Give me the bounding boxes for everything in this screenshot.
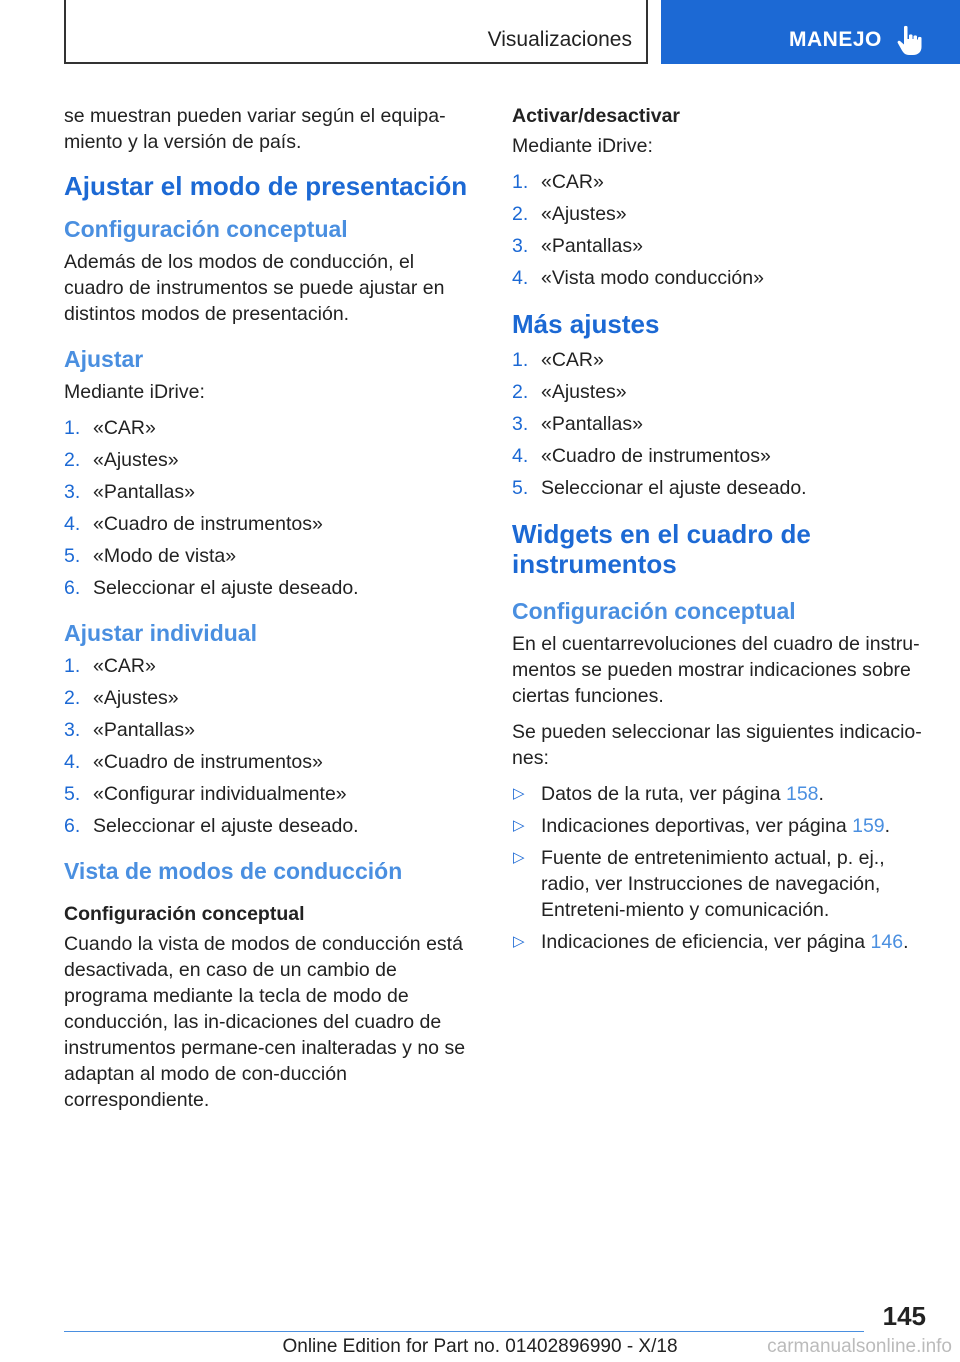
list-item: 4. «Cuadro de instrumentos» (64, 751, 323, 773)
ajustar-steps (64, 415, 476, 601)
footer-divider (64, 1331, 864, 1332)
list-item: ▷ Indicaciones deportivas, ver página 159. (513, 815, 891, 837)
list-item: 3. «Pantallas» (64, 719, 195, 741)
intro-text: se muestran pueden variar según el equipa-miento y la versión de país. (64, 105, 446, 153)
list-item: 2. «Ajustes» (64, 449, 179, 471)
section-title: Visualizaciones (487, 28, 632, 51)
list-item: 5. «Modo de vista» (64, 545, 237, 567)
right-column (512, 103, 924, 965)
list-item: 4. «Cuadro de instrumentos» (512, 445, 771, 467)
ajustar-intro: Mediante iDrive: (64, 381, 205, 403)
list-item: 3. «Pantallas» (512, 235, 643, 257)
chapter-title: MANEJO (789, 28, 882, 51)
list-item: 3. «Pantallas» (64, 481, 195, 503)
select-text: Se pueden seleccionar las siguientes indicacio-nes: (512, 721, 922, 769)
list-item: 3. «Pantallas» (512, 413, 643, 435)
list-item: 1. «CAR» (64, 655, 156, 677)
list-item: 2. «Ajustes» (512, 203, 627, 225)
list-item: ▷ Fuente de entretenimiento actual, p. ej., radio, ver Instrucciones de navegación, Entreteni-miento y comunicación. (513, 847, 885, 921)
list-item: 5. Seleccionar el ajuste deseado. (512, 477, 807, 499)
heading-ajustar: Ajustar (64, 346, 144, 372)
header-section-box (64, 0, 648, 64)
heading-widgets: Widgets en el cuadro de instrumentos (512, 519, 811, 579)
page-link[interactable]: 158 (785, 783, 819, 805)
list-item: 4. «Vista modo conducción» (512, 267, 764, 289)
page-link[interactable]: 159 (852, 815, 885, 837)
left-column (64, 103, 476, 1123)
list-item: 2. «Ajustes» (64, 687, 179, 709)
heading-ajustar-modo: Ajustar el modo de presentación (64, 171, 468, 201)
list-item: 1. «CAR» (512, 171, 604, 193)
config-text: Además de los modos de conducción, el cuadro de instrumentos se puede ajustar en distintos modos de presentación. (64, 251, 445, 325)
activar-intro: Mediante iDrive: (512, 135, 653, 157)
individual-steps (64, 653, 476, 839)
mas-steps (512, 347, 924, 501)
heading-activar: Activar/desactivar (512, 105, 681, 127)
activar-steps (512, 169, 924, 291)
list-item: ▷ Indicaciones de eficiencia, ver página 146. (513, 931, 909, 953)
vista-text: Cuando la vista de modos de conducción está desactivada, en caso de un cambio de programa mediante la tecla de modo de conducción, las in-dicaciones del cuadro de instrumentos permane-cen inalteradas y no se adaptan al modo de con-ducción correspondiente. (64, 933, 466, 1111)
widget-bullets (512, 781, 924, 955)
heading-mas-ajustes: Más ajustes (512, 309, 660, 339)
heading-vista-config: Configuración conceptual (64, 903, 305, 925)
list-item: 5. «Configurar individualmente» (64, 783, 347, 805)
heading-vista-modos: Vista de modos de conducción (64, 858, 403, 884)
heading-configuracion: Configuración conceptual (512, 598, 796, 624)
watermark: carmanualsonline.info (767, 1336, 952, 1357)
list-item: 2. «Ajustes» (512, 381, 627, 403)
pointing-hand-icon (895, 24, 925, 56)
list-item: 6. Seleccionar el ajuste deseado. (64, 577, 359, 599)
list-item: 1. «CAR» (64, 417, 156, 439)
list-item: 1. «CAR» (512, 349, 604, 371)
list-item: ▷ Datos de la ruta, ver página 158. (513, 783, 824, 805)
header-chapter-tab (661, 0, 960, 64)
heading-ajustar-individual: Ajustar individual (64, 620, 257, 646)
page-link[interactable]: 146 (870, 931, 904, 953)
list-item: 4. «Cuadro de instrumentos» (64, 513, 323, 535)
edition-footer: Online Edition for Part no. 01402896990 - X/18 (282, 1336, 678, 1357)
config-text: En el cuentarrevoluciones del cuadro de instru-mentos se pueden mostrar indicaciones sobre ciertas funciones. (512, 633, 920, 707)
heading-configuracion: Configuración conceptual (64, 216, 348, 242)
list-item: 6. Seleccionar el ajuste deseado. (64, 815, 359, 837)
page-number: 145 (882, 1301, 926, 1331)
